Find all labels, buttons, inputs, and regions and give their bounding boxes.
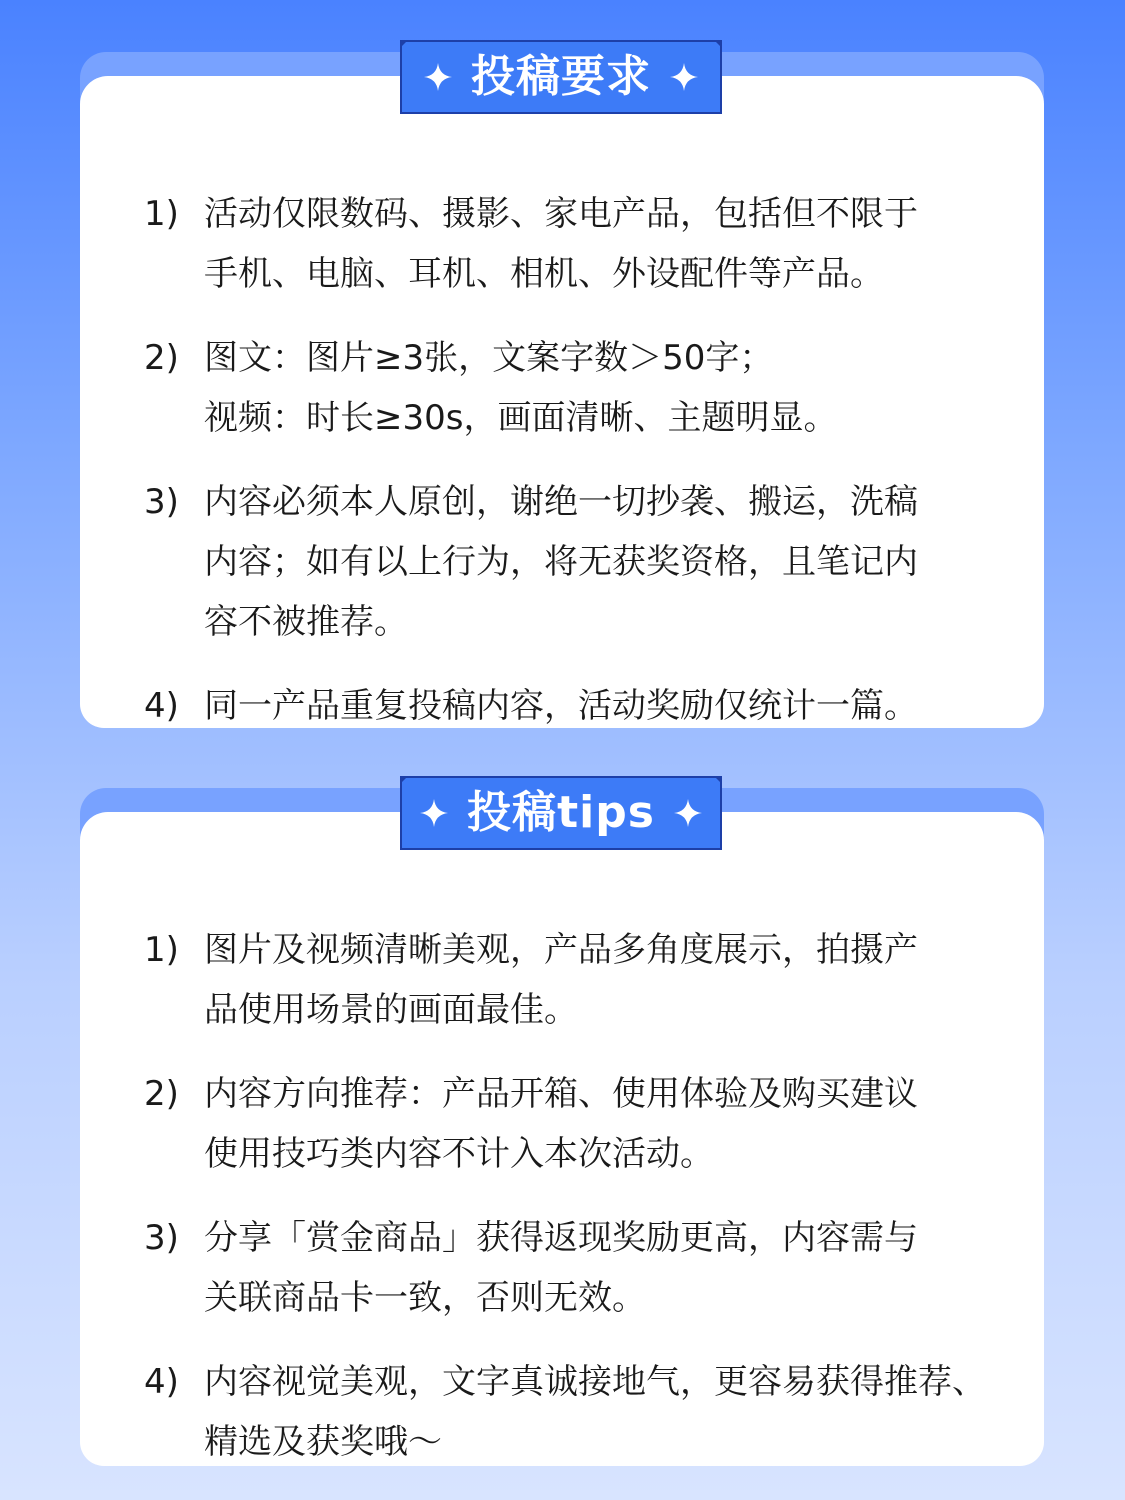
- item-number: 3): [144, 482, 179, 522]
- item-number: 1): [144, 194, 179, 234]
- section-title-box: [400, 776, 722, 850]
- tips-list: [144, 920, 994, 1496]
- list-item: [144, 472, 994, 652]
- item-text: 内容方向推荐：产品开箱、使用体验及购买建议 使用技巧类内容不计入本次活动。: [204, 1074, 918, 1174]
- item-number: 2): [144, 338, 179, 378]
- item-text: 图片及视频清晰美观，产品多角度展示，拍摄产 品使用场景的画面最佳。: [204, 930, 918, 1030]
- list-item: [144, 184, 994, 304]
- list-item: [144, 1064, 994, 1184]
- item-number: 3): [144, 1218, 179, 1258]
- item-number: 4): [144, 686, 179, 726]
- sparkle-icon: [669, 62, 699, 92]
- item-text: 活动仅限数码、摄影、家电产品，包括但不限于 手机、电脑、耳机、相机、外设配件等产品。: [204, 194, 918, 294]
- item-number: 1): [144, 930, 179, 970]
- section-title-box: [400, 40, 722, 114]
- item-text: 同一产品重复投稿内容，活动奖励仅统计一篇。: [204, 686, 918, 726]
- list-item: [144, 920, 994, 1040]
- item-text: 分享「赏金商品」获得返现奖励更高，内容需与 关联商品卡一致，否则无效。: [204, 1218, 918, 1318]
- list-item: [144, 1208, 994, 1328]
- sparkle-icon: [423, 62, 453, 92]
- item-text: 内容必须本人原创，谢绝一切抄袭、搬运，洗稿 内容；如有以上行为，将无获奖资格，且笔记内 容不被推荐。: [204, 482, 918, 642]
- item-text: 图文：图片≥3张，文案字数＞50字； 视频：时长≥30s，画面清晰、主题明显。: [204, 338, 838, 438]
- tips-card: [80, 812, 1044, 1466]
- section-title: 投稿tips: [467, 787, 655, 838]
- sparkle-icon: [419, 798, 449, 828]
- requirements-card: [80, 76, 1044, 728]
- section-title: 投稿要求: [471, 51, 651, 102]
- submission-tips-section: [80, 776, 1044, 1466]
- list-item: [144, 1352, 994, 1472]
- list-item: [144, 328, 994, 448]
- sparkle-icon: [673, 798, 703, 828]
- submission-requirements-section: [80, 40, 1044, 728]
- list-item: [144, 676, 994, 736]
- item-text: 内容视觉美观，文字真诚接地气，更容易获得推荐、 精选及获奖哦～: [204, 1362, 986, 1462]
- item-number: 2): [144, 1074, 179, 1114]
- requirements-list: [144, 184, 994, 760]
- item-number: 4): [144, 1362, 179, 1402]
